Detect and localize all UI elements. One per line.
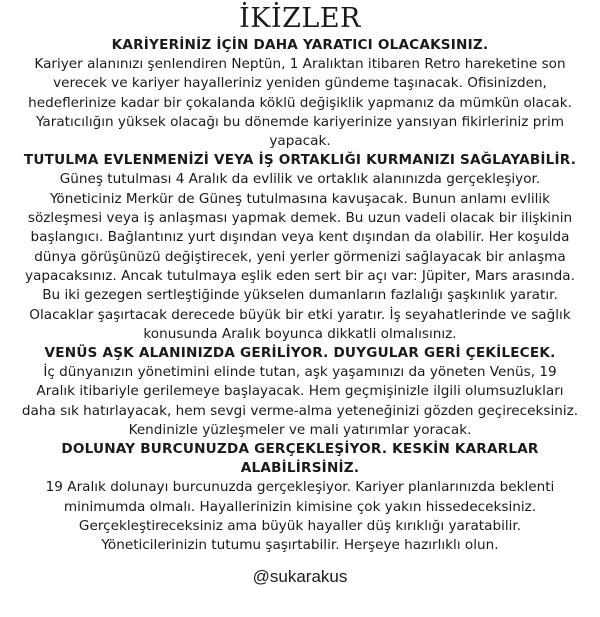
section-3-heading: VENÜS AŞK ALANINIZDA GERİLİYOR. DUYGULAR GERİ ÇEKİLECEK. [44,345,556,362]
section-4-body [8,478,592,555]
section-1-heading: KARİYERİNİZ İÇİN DAHA YARATICI OLACAKSINIZ. [111,37,489,53]
page-title: İKİZLER [239,3,361,34]
section-2-heading: TUTULMA EVLENMENİZİ VEYA İŞ ORTAKLIĞI KURMANIZI SAĞLAYABİLİR. [23,152,577,169]
section-1-body [8,55,592,151]
section-3-line: daha sık hatırlayacak, hem sevgi verme-alma yeteneğinizi gözden geçireceksiniz. [21,402,579,419]
section-3-line: İç dünyanızın yönetimini elinde tutan, aşk yaşamınızı da yöneten Venüs, 19 [43,364,557,381]
section-4-line: minimumda olmalı. Hayallerinizin kimisine çok yakın hissedeceksiniz. [63,498,537,515]
section-3-line: Aralık itibariyle gerilemeye başlayacak. Hem geçmişinizle ilgili olumsuzlukları [36,383,564,400]
section-2-line: Güneş tutulması 4 Aralık da evlilik ve ortaklık alanınızda gerçekleşiyor. [59,171,541,188]
section-4-heading: DOLUNAY BURCUNUZDA GERÇEKLEŞİYOR. KESKİN KARARLAR ALABİLİRSİNİZ. [61,441,539,477]
section-4-line: Yöneticilerinizin tutumu şaşırtabilir. Herşeye hazırlıklı olun. [101,537,499,554]
section-1-line: verecek ve kariyer hayalleriniz yeniden gündeme taşınacak. Ofisinizden, [53,75,547,92]
section-2-line: Yöneticiniz Merkür de Güneş tutulmasına kavuşacak. Bunun anlamı evlilik [49,190,551,207]
section-2-line: dünya görüşünüzü değiştirecek, yeni yerler görmenizi sağlayacak bir anlaşma [34,248,566,265]
author-credit: @sukarakus [252,566,348,586]
section-2-line: Bu iki gezegen sertleştiğinde yükselen dumanların fazlalığı şaşkınlık yaratır. [42,287,558,304]
section-2-body [8,170,592,344]
section-3-line: Kendinizle yüzleşmeler ve mali yatırımlar yoracak. [128,422,472,439]
section-2-line: konusunda Aralık boyunca dikkatli olmalısınız. [143,325,457,342]
section-1-line: yapacak. [269,133,331,150]
section-1-line: Kariyer alanınızı şenlendiren Neptün, 1 Aralıktan itibaren Retro hareketine son [34,56,566,72]
section-1-line: Yaratıcılığın yüksek olacağı bu dönemde kariyerinize yansıyan fikirleriniz prim [36,113,564,130]
section-2-line: sözleşmesi veya iş anlaşması yapmak demek. Bu uzun vadeli olacak bir ilişkinin [27,210,573,227]
section-2-line: Olacaklar şaşırtacak derecede büyük bir etki yaratır. İş seyahatlerinde ve sağlık [29,306,571,323]
section-2-line: başlangıcı. Bağlantınız yurt dışından veya kent dışından da olabilir. Her koşulda [30,229,570,246]
section-4-line: Gerçekleştireceksiniz ama büyük hayaller düş kırıklığı yaratabilir. [78,517,522,534]
section-2-line: yapacaksınız. Ancak tutulmaya eşlik eden sert bir açı var: Jüpiter, Mars arasında. [25,267,575,284]
section-1-line: hedeflerinize kadar bir çokalanda köklü değişiklik yapmanız da mümkün olacak. [28,94,572,111]
section-3-body [8,363,592,440]
section-4-line: 19 Aralık dolunayı burcunuzda gerçekleşiyor. Kariyer planlarınızda beklenti [45,479,555,496]
